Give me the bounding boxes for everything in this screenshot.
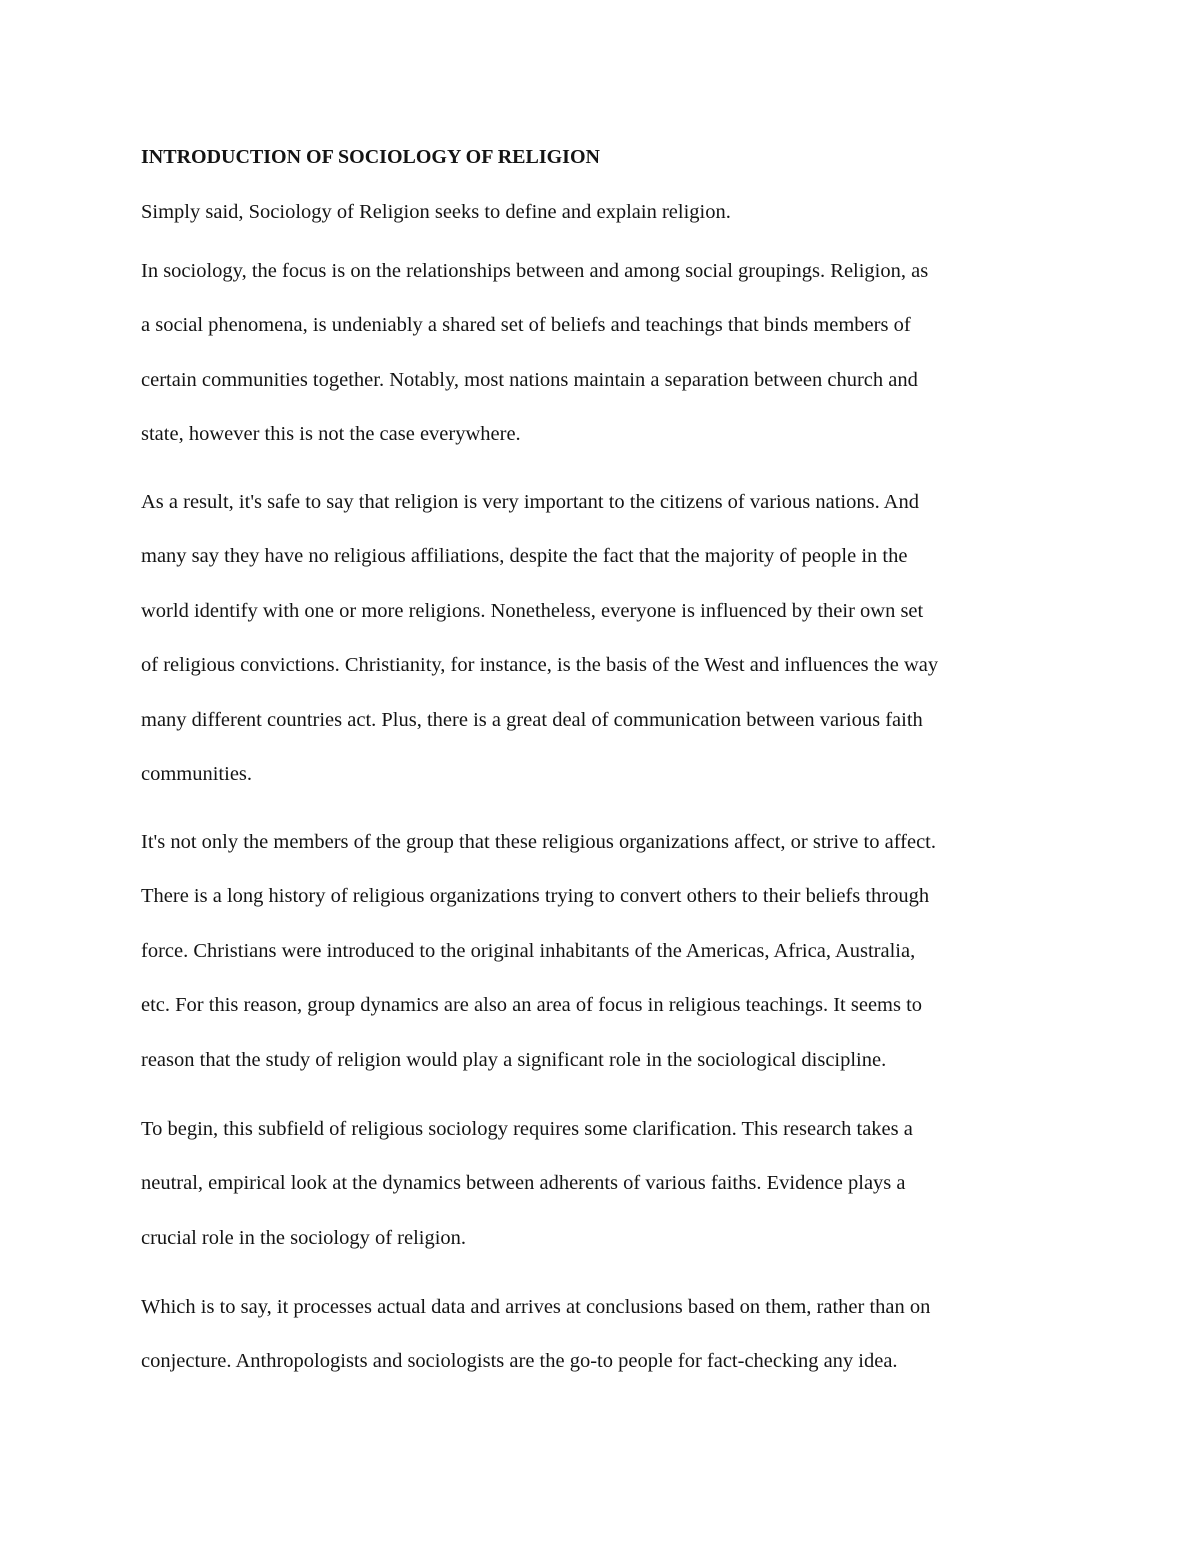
text-line: There is a long history of religious organizations trying to convert others to their beliefs through — [141, 885, 930, 908]
text-line: communities. — [141, 762, 253, 785]
paragraph-6 — [141, 1280, 1061, 1389]
paragraph-2 — [141, 244, 1061, 462]
text-line: Which is to say, it processes actual data and arrives at conclusions based on them, rather than on — [141, 1296, 931, 1318]
text-line: To begin, this subfield of religious sociology requires some clarification. This research takes a — [141, 1118, 913, 1140]
text-line: In sociology, the focus is on the relationships between and among social groupings. Religion, as — [141, 260, 929, 282]
text-line: Simply said, Sociology of Religion seeks to define and explain religion. — [141, 201, 731, 223]
text-line: neutral, empirical look at the dynamics between adherents of various faiths. Evidence plays a — [141, 1172, 906, 1195]
text-line: It's not only the members of the group that these religious organizations affect, or strive to affect. — [141, 831, 937, 853]
text-line: world identify with one or more religions. Nonetheless, everyone is influenced by their own set — [141, 599, 924, 622]
text-line: state, however this is not the case everywhere. — [141, 423, 521, 446]
paragraph-5 — [141, 1102, 1061, 1265]
text-line: many different countries act. Plus, there is a great deal of communication between various faith — [141, 708, 923, 731]
text-line: conjecture. Anthropologists and sociologists are the go-to people for fact-checking any idea. — [141, 1350, 898, 1373]
paragraph-3 — [141, 475, 1061, 801]
text-line: certain communities together. Notably, most nations maintain a separation between church and — [141, 368, 918, 391]
paragraph-1 — [141, 185, 1061, 239]
text-line: As a result, it's safe to say that religion is very important to the citizens of various nations. And — [141, 491, 919, 513]
document-title: INTRODUCTION OF SOCIOLOGY OF RELIGION — [141, 146, 600, 168]
text-line: a social phenomena, is undeniably a shared set of beliefs and teachings that binds members of — [141, 314, 911, 337]
text-line: reason that the study of religion would play a significant role in the sociological discipline. — [141, 1048, 887, 1071]
text-line: many say they have no religious affiliations, despite the fact that the majority of people in the — [141, 545, 908, 568]
text-line: etc. For this reason, group dynamics are also an area of focus in religious teachings. It seems to — [141, 994, 923, 1017]
text-line: force. Christians were introduced to the original inhabitants of the Americas, Africa, Australia, — [141, 939, 916, 962]
text-line: of religious convictions. Christianity, for instance, is the basis of the West and influences the way — [141, 654, 939, 677]
paragraph-4 — [141, 815, 1061, 1087]
text-line: crucial role in the sociology of religion. — [141, 1226, 467, 1249]
